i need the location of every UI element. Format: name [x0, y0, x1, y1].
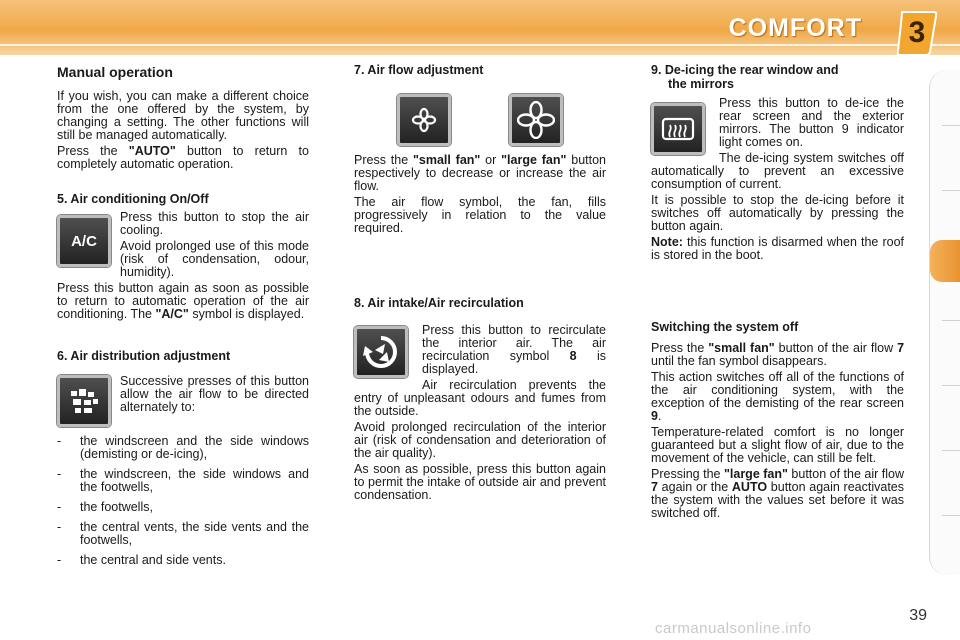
- section-heading-deicing: 9. De-icing the rear window and the mirrors: [651, 63, 839, 91]
- paragraph: Air recirculation prevents the entry of unpleasant odours and fumes from the outside.: [354, 378, 606, 418]
- section-heading-distribution: 6. Air distribution adjustment: [57, 349, 231, 363]
- rail-tick: [942, 190, 960, 191]
- list-item: - the central and side vents.: [57, 553, 226, 567]
- rail-tick: [942, 125, 960, 126]
- chapter-tabs: [929, 70, 960, 575]
- chapter-title: COMFORT: [728, 14, 862, 42]
- paragraph: Avoid prolonged use of this mode (risk of condensation, odour, humidity).: [120, 239, 309, 279]
- list-item: - the windscreen and the side windows (demisting or de-icing),: [57, 434, 309, 461]
- paragraph: Press the "small fan" button of the air flow 7 until the fan symbol disappears.: [651, 341, 905, 368]
- rail-tick: [942, 515, 960, 516]
- list-item: - the windscreen, the side windows and the footwells,: [57, 467, 309, 494]
- paragraph: Temperature-related comfort is no longer guaranteed but a slight flow of air, due to the movement of the vehicle, can still be felt.: [651, 425, 904, 465]
- rail-tick: [942, 320, 960, 321]
- paragraph: This action switches off all of the functions of the air conditioning system, with the exception of the demisting of the rear screen 9.: [651, 370, 904, 423]
- active-chapter-tab[interactable]: [930, 240, 960, 282]
- ac-button-icon: A/C: [57, 215, 111, 267]
- paragraph: It is possible to stop the de-icing before it switches off automatically by pressing the button again.: [651, 193, 904, 233]
- large-fan-icon: [509, 94, 563, 146]
- paragraph: Press this button again as soon as possible to return to automatic operation of the air conditioning. The "A/C" symbol is displayed.: [57, 281, 309, 321]
- paragraph: The air flow symbol, the fan, fills progressively in relation to the value required.: [354, 195, 606, 235]
- paragraph: If you wish, you can make a different choice from the one offered by the system, by changing a setting. The other functions will still be managed automatically.: [57, 89, 309, 142]
- recirculation-glyph-icon: [363, 334, 399, 370]
- air-distribution-icon: [57, 375, 111, 427]
- small-fan-glyph-icon: [411, 107, 437, 133]
- small-fan-icon: [397, 94, 451, 146]
- watermark: carmanualsonline.info: [655, 620, 812, 637]
- distribution-list: [57, 431, 309, 567]
- paragraph: Press this button to de-ice the rear screen and the exterior mirrors. The button 9 indicator light comes on.: [719, 96, 904, 149]
- paragraph: Pressing the "large fan" button of the air flow 7 again or the AUTO button again reactivates the system with the values set before it was switched off.: [651, 467, 905, 520]
- recirculation-icon: [354, 326, 408, 378]
- rail-tick: [942, 385, 960, 386]
- list-item: - the central vents, the side vents and the footwells,: [57, 520, 309, 547]
- page-number: 39: [909, 607, 927, 624]
- fan-icons-row: [397, 94, 606, 146]
- chapter-badge: [896, 10, 938, 56]
- large-fan-glyph-icon: [517, 101, 555, 139]
- column-deicing: [651, 58, 904, 523]
- header-line: [0, 44, 960, 46]
- paragraph: Note: this function is disarmed when the roof is stored in the boot.: [651, 235, 904, 262]
- list-item: - the footwells,: [57, 500, 153, 514]
- section-heading-switch-off: Switching the system off: [651, 320, 799, 334]
- section-heading-air-flow: 7. Air flow adjustment: [354, 63, 484, 77]
- paragraph: Press this button to recirculate the interior air. The air recirculation symbol 8 is displayed.: [422, 323, 606, 376]
- paragraph: Successive presses of this button allow the air flow to be directed alternately to:: [120, 374, 309, 414]
- column-manual-operation: [57, 58, 309, 574]
- rear-defrost-glyph-icon: [660, 116, 696, 142]
- paragraph: Avoid prolonged recirculation of the interior air (risk of condensation and deterioration of the air quality).: [354, 420, 606, 460]
- chapter-number: 3: [908, 16, 926, 49]
- page-header: [0, 0, 960, 55]
- paragraph: Press the "small fan" or "large fan" button respectively to decrease or increase the air flow.: [354, 153, 607, 193]
- section-heading-ac: 5. Air conditioning On/Off: [57, 192, 209, 206]
- rear-defrost-icon: [651, 103, 705, 155]
- paragraph: The de-icing system switches off automatically to prevent an excessive consumption of current.: [651, 151, 904, 191]
- section-heading-recirculation: 8. Air intake/Air recirculation: [354, 296, 524, 310]
- air-distribution-glyph-icon: [67, 386, 101, 416]
- paragraph: Press the "AUTO" button to return to completely automatic operation.: [57, 144, 309, 171]
- column-air-flow: [354, 58, 606, 505]
- paragraph: Press this button to stop the air cooling.: [120, 210, 309, 237]
- section-title: Manual operation: [57, 64, 173, 80]
- paragraph: As soon as possible, press this button again to permit the intake of outside air and prevent condensation.: [354, 462, 606, 502]
- rail-tick: [942, 450, 960, 451]
